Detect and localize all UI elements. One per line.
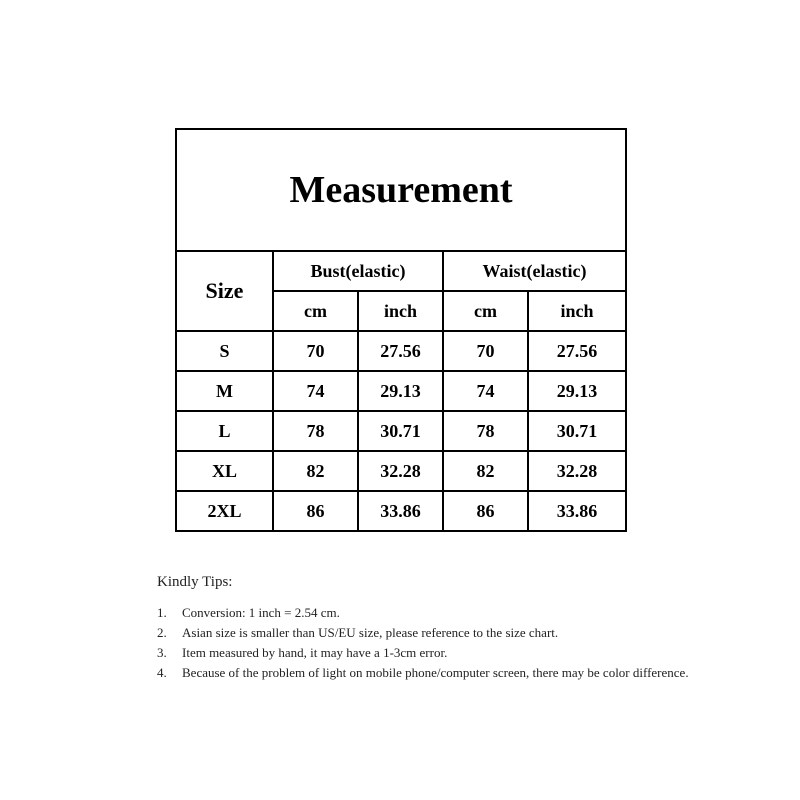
unit-header-waist-cm: cm <box>443 291 528 331</box>
bust-cm-cell: 78 <box>273 411 358 451</box>
table-row <box>176 451 626 491</box>
list-item <box>157 623 757 643</box>
unit-header-waist-inch: inch <box>528 291 626 331</box>
tip-number: 1. <box>157 605 167 620</box>
waist-inch-cell: 29.13 <box>528 371 626 411</box>
waist-inch-cell: 27.56 <box>528 331 626 371</box>
tip-number: 3. <box>157 645 167 660</box>
bust-group-header: Bust(elastic) <box>273 251 443 291</box>
table-row <box>176 371 626 411</box>
tip-number: 4. <box>157 665 167 680</box>
tip-text: Conversion: 1 inch = 2.54 cm. <box>182 605 340 620</box>
bust-inch-cell: 33.86 <box>358 491 443 531</box>
tip-text: Because of the problem of light on mobile phone/computer screen, there may be color difference. <box>182 665 689 680</box>
bust-inch-cell: 32.28 <box>358 451 443 491</box>
waist-cm-cell: 82 <box>443 451 528 491</box>
table-row <box>176 411 626 451</box>
size-table <box>175 128 627 532</box>
tip-text: Asian size is smaller than US/EU size, please reference to the size chart. <box>182 625 559 640</box>
list-item <box>157 663 757 683</box>
bust-cm-cell: 70 <box>273 331 358 371</box>
bust-cm-cell: 82 <box>273 451 358 491</box>
tips-title: Kindly Tips: <box>157 574 233 590</box>
bust-inch-cell: 27.56 <box>358 331 443 371</box>
tip-number: 2. <box>157 625 167 640</box>
unit-header-bust-inch: inch <box>358 291 443 331</box>
waist-cm-cell: 74 <box>443 371 528 411</box>
bust-inch-cell: 30.71 <box>358 411 443 451</box>
unit-header-bust-cm: cm <box>273 291 358 331</box>
list-item <box>157 643 757 663</box>
measurement-chart <box>175 128 625 532</box>
waist-cm-cell: 86 <box>443 491 528 531</box>
waist-inch-cell: 32.28 <box>528 451 626 491</box>
table-row <box>176 491 626 531</box>
waist-inch-cell: 30.71 <box>528 411 626 451</box>
tip-text: Item measured by hand, it may have a 1-3cm error. <box>182 645 448 660</box>
size-cell: L <box>176 411 273 451</box>
size-column-header: Size <box>176 251 273 331</box>
size-cell: M <box>176 371 273 411</box>
size-cell: S <box>176 331 273 371</box>
size-cell: XL <box>176 451 273 491</box>
list-item <box>157 603 757 623</box>
bust-inch-cell: 29.13 <box>358 371 443 411</box>
waist-group-header: Waist(elastic) <box>443 251 626 291</box>
waist-cm-cell: 78 <box>443 411 528 451</box>
size-cell: 2XL <box>176 491 273 531</box>
bust-cm-cell: 74 <box>273 371 358 411</box>
bust-cm-cell: 86 <box>273 491 358 531</box>
tips-list <box>157 603 757 683</box>
waist-cm-cell: 70 <box>443 331 528 371</box>
kindly-tips <box>157 574 757 683</box>
chart-title: Measurement <box>176 129 626 251</box>
table-row <box>176 331 626 371</box>
waist-inch-cell: 33.86 <box>528 491 626 531</box>
